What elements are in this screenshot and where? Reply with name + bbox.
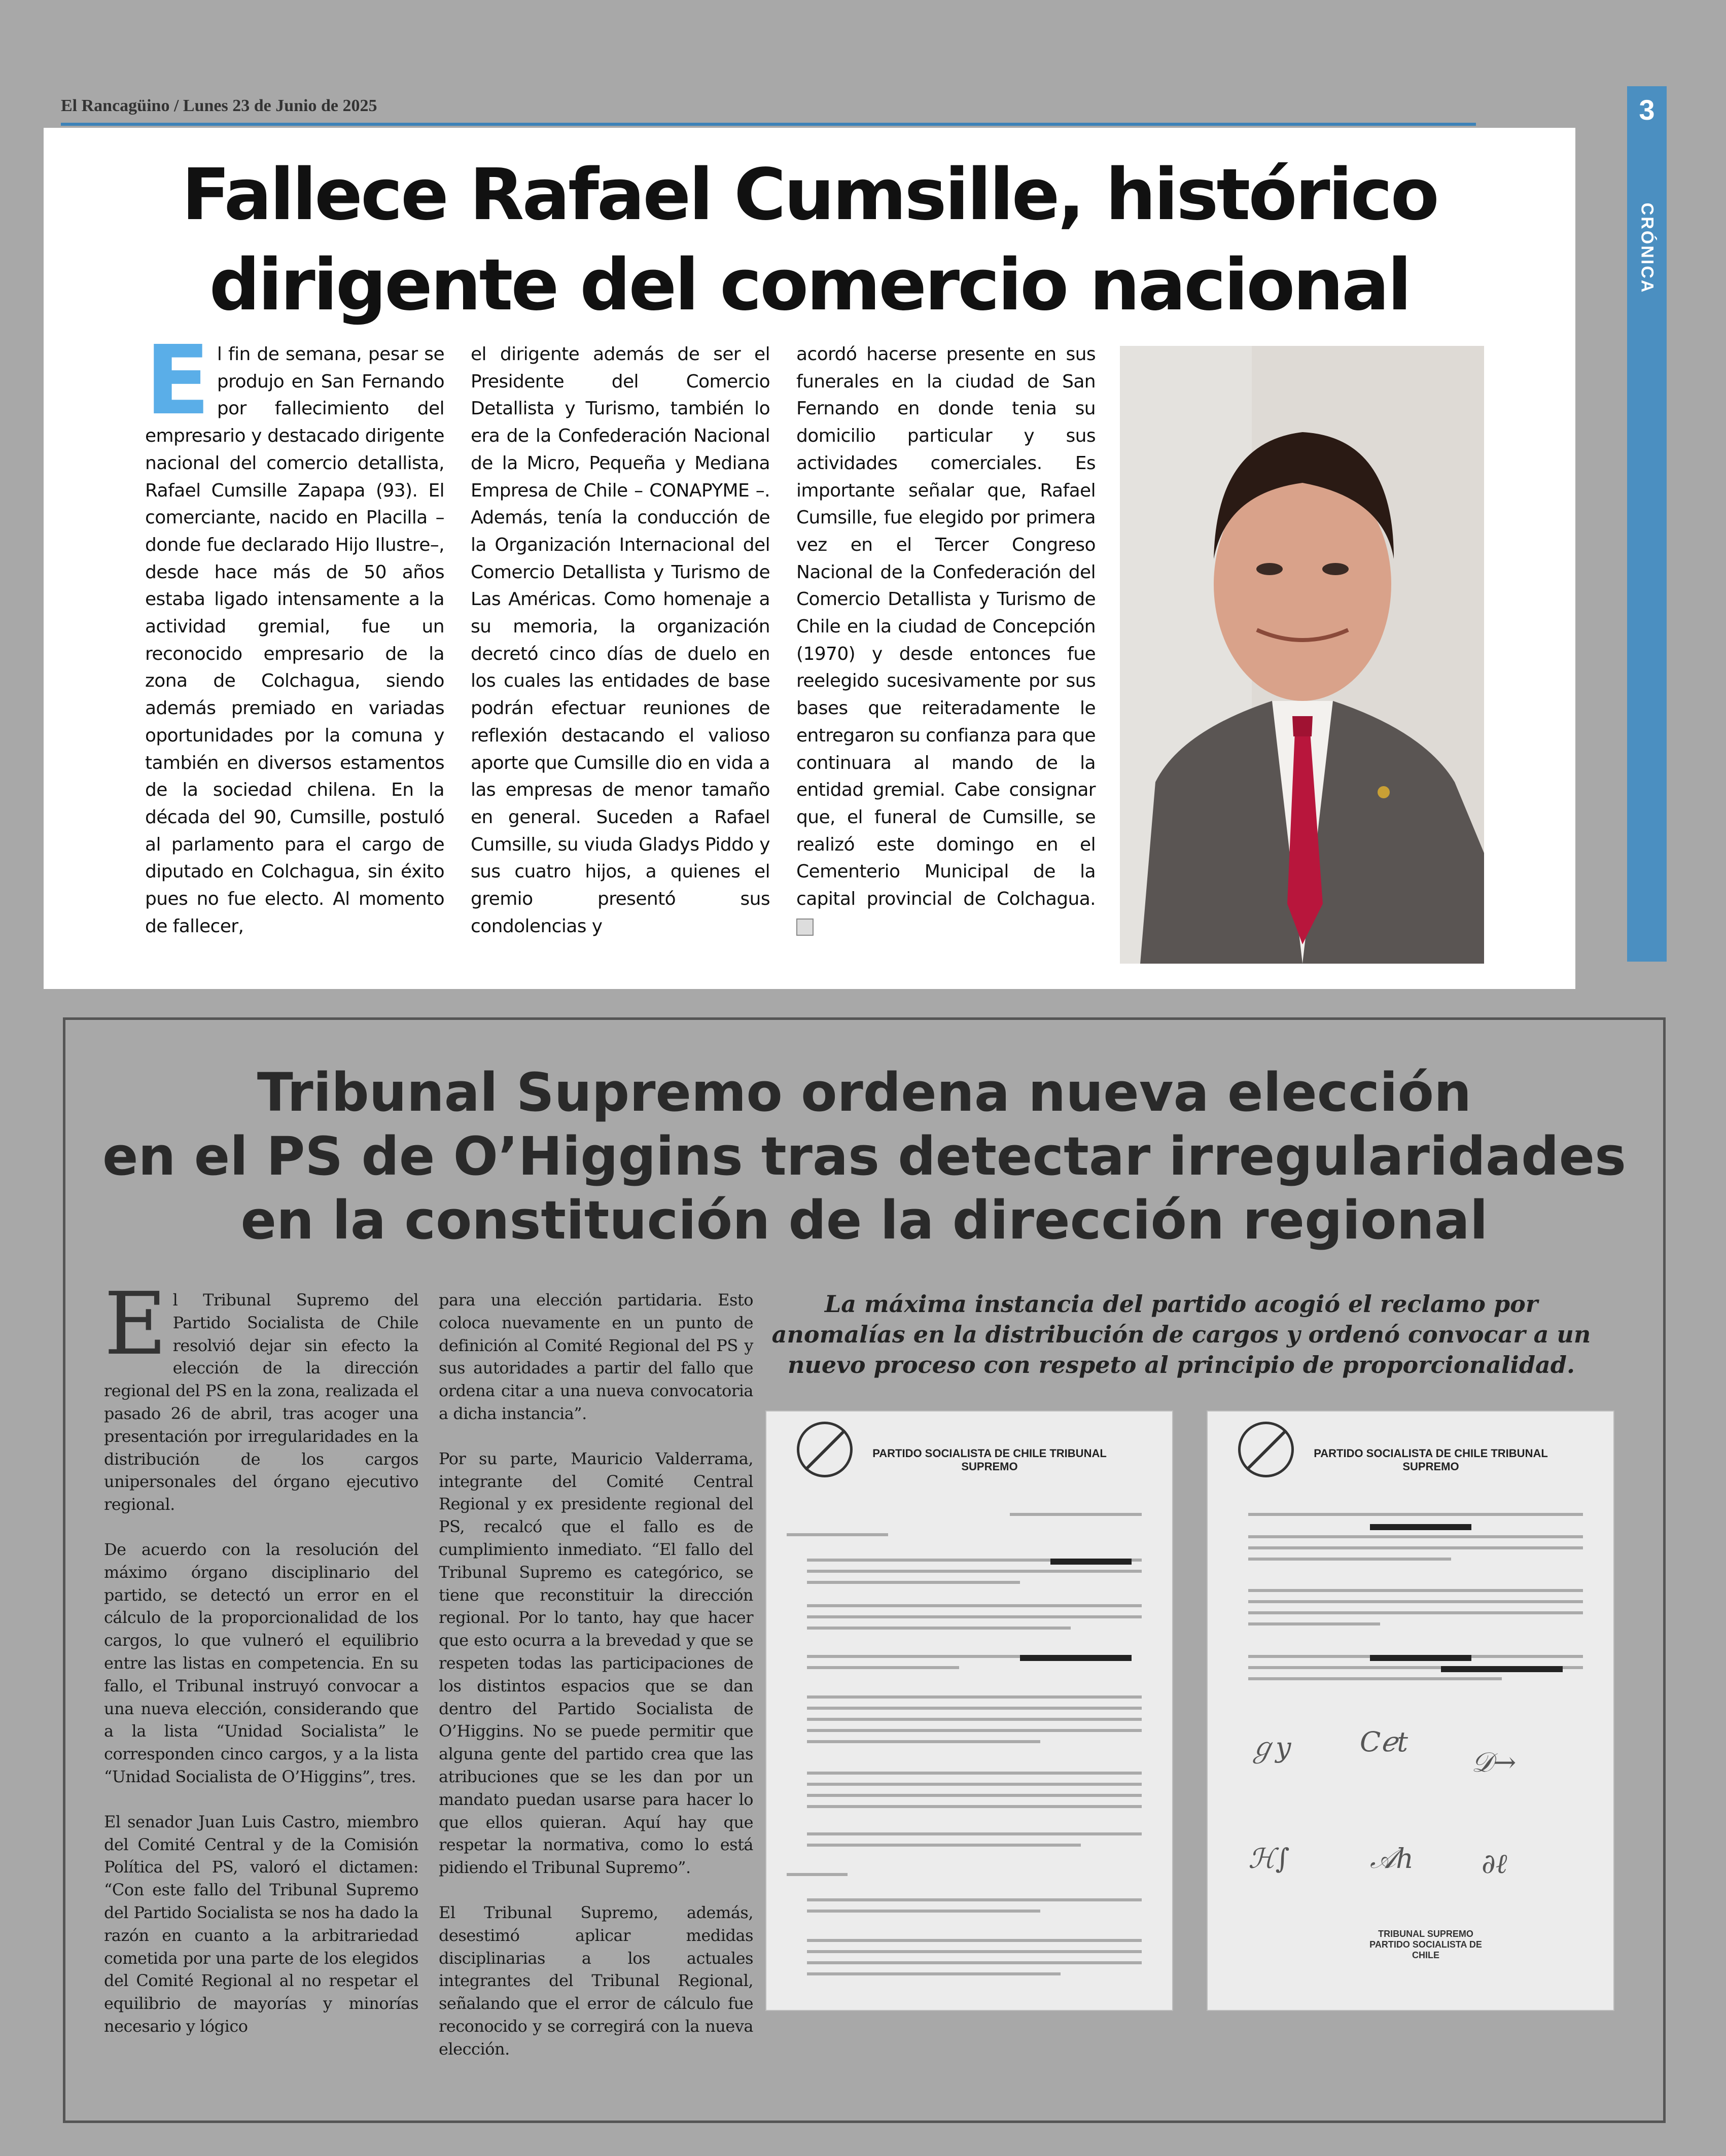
article-ps-column-2	[439, 1289, 753, 2083]
article-cumsille-headline	[44, 150, 1575, 331]
article-cumsille-column-2	[471, 341, 770, 940]
paragraph: El Tribunal Supremo, además, desestimó aplicar medidas disciplinarias a los actuales integrantes del Tribunal Regional, señalando que el error de cálculo fue reconocido y se corregirá con la nueva elección.	[439, 1902, 753, 2059]
signature: ℋ∫	[1248, 1843, 1290, 1875]
document-header: PARTIDO SOCIALISTA DE CHILE TRIBUNAL SUPREMO	[872, 1447, 1107, 1473]
masthead	[61, 96, 1476, 127]
paragraph: l Tribunal Supremo del Partido Socialista de Chile resolvió dejar sin efecto la elección de la dirección regional del PS en la zona, realizada el pasado 26 de abril, tras acoger una presentación por irregularidades en la distribución de los cargos unipersonales del órgano ejecutivo regional.	[104, 1290, 418, 1514]
column-text: el dirigente además de ser el Presidente del Comercio Detallista y Turismo, también lo era de la Confederación Nacional de la Micro, Pequeña y Mediana Empresa de Chile – CONAPYME –. Además, tenía la conducción de la Organización Internacional del Comercio Detallista y Turismo de Las Américas. Como homenaje a su memoria, la organización decretó cinco días de duelo en los cuales las entidades de base podrán efectuar reuniones de reflexión destacando el valioso aporte que Cumsille dio en vida a las empresas de menor tamaño en general. Suceden a Rafael Cumsille, su viuda Gladys Piddo y sus cuatro hijos, a quienes el gremio presentó sus condolencias y	[471, 344, 770, 937]
column-text: acordó hacerse presente en sus funerales en la ciudad de San Fernando en donde tenia su domicilio particular y sus actividades comerciales. Es importante señalar que, Rafael Cumsille, fue elegido por primera vez en el Tercer Congreso Nacional de la Confederación del Comercio Detallista y Turismo de Chile en la ciudad de Concepción (1970) y desde entonces fue reelegido sucesivamente por sus bases que reiteradamente le entregaron su confianza para que continuara al mando de la entidad gremial. Cabe consignar que, el funeral de Cumsille, se realizó este domingo en el Cementerio Municipal de la capital provincial de Colchagua.	[796, 341, 1096, 940]
ps-logo-icon	[797, 1422, 853, 1477]
paragraph: De acuerdo con la resolución del máximo órgano disciplinario del partido, se detectó un error en el cálculo de la proporcionalidad de los cargos, lo que vulneró el equilibrio entre las listas en competencia. En su fallo, el Tribunal instruyó convocar a una nueva elección, considerando que a la lista “Unidad Socialista” le corresponden cinco cargos, y a la lista “Unidad Socialista de O’Higgins”, tres.	[104, 1539, 418, 1786]
article-cumsille	[44, 128, 1575, 989]
section-label: CRÓNICA	[1637, 202, 1657, 294]
page-number: 3	[1639, 94, 1655, 126]
document-footer-stamp: TRIBUNAL SUPREMO PARTIDO SOCIALISTA DE CHILE	[1369, 1929, 1482, 1960]
headline-line-1: Tribunal Supremo ordena nueva elección	[257, 1062, 1472, 1123]
resolution-document-page-1	[765, 1410, 1173, 2011]
article-ps-subhead: La máxima instancia del partido acogió el reclamo por anomalías en la distribución de cargos y ordenó convocar a un nuevo proceso con respeto al principio de proporcionalidad.	[771, 1290, 1591, 1379]
article-ps-headline	[65, 1061, 1663, 1252]
column-text: l fin de semana, pesar se produjo en San Fernando por fallecimiento del empresario y destacado dirigente nacional del comercio detallista, Rafael Cumsille Zapapa (93). El comerciante, nacido en Placilla –donde fue declarado Hijo Ilustre–, desde hace más de 50 años estaba ligado intensamente a la actividad gremial, fue un reconocido empresario de la zona de Colchagua, siendo además premiado en variadas oportunidades por la comuna y también en diversos estamentos de la sociedad chilena. En la década del 90, Cumsille, postuló al parlamento para el cargo de diputado en Colchagua, sin éxito pues no fue electo. Al momento de fallecer,	[145, 344, 444, 937]
signature: ℊy	[1248, 1731, 1291, 1763]
headline-line-3: en la constitución de la dirección regional	[240, 1189, 1488, 1251]
paragraph: Por su parte, Mauricio Valderrama, integrante del Comité Central Regional y ex presidente regional del PS, recalcó que el fallo es de cumplimiento inmediato. “El fallo del Tribunal Supremo es categórico, se tiene que reconstituir la dirección regional. Por lo tanto, hay que hacer que esto ocurra a la brevedad y que se respeten todas las participaciones de los distintos espacios que se dan dentro del Partido Socialista de O’Higgins. No se puede permitir que alguna gente del partido crea que las atribuciones que se les dan por un mandato puedan usarse para hacer lo que ellos quieran. Aquí hay que respetar la normativa, como lo está pidiendo el Tribunal Supremo”.	[439, 1448, 753, 1878]
drop-cap: E	[104, 1274, 167, 1374]
resolution-document-page-2	[1207, 1410, 1614, 2011]
headline-line-1: Fallece Rafael Cumsille, histórico	[182, 154, 1437, 236]
portrait-illustration	[1120, 346, 1484, 964]
page-tab	[1627, 86, 1667, 962]
paragraph: para una elección partidaria. Esto coloca nuevamente en un punto de definición al Comité Regional del PS y sus autoridades a partir del fallo que ordena citar a una nueva convocatoria a dicha instancia”.	[439, 1290, 753, 1423]
signature: ∂ℓ	[1482, 1848, 1507, 1880]
drop-cap: E	[145, 325, 210, 436]
masthead-text: El Rancagüino / Lunes 23 de Junio de 2025	[61, 96, 377, 115]
article-ps-column-1	[104, 1274, 418, 2060]
ps-logo-icon	[1238, 1422, 1294, 1477]
signature: 𝒜ℎ	[1370, 1843, 1414, 1875]
portrait-photo	[1120, 346, 1484, 964]
headline-line-2: dirigente del comercio nacional	[209, 244, 1410, 327]
headline-line-2: en el PS de O’Higgins tras detectar irregularidades	[102, 1125, 1627, 1187]
article-cumsille-column-1	[145, 325, 444, 940]
signature: 𝒟→	[1471, 1746, 1517, 1778]
document-header: PARTIDO SOCIALISTA DE CHILE TRIBUNAL SUPREMO	[1314, 1447, 1548, 1473]
end-mark-icon	[796, 918, 814, 936]
paragraph: El senador Juan Luis Castro, miembro del Comité Central y de la Comisión Política del PS, valoró el dictamen: “Con este fallo del Tribunal Supremo del Partido Socialista se nos ha dado la razón en cuanto a la arbitrariedad cometida por una parte de los elegidos del Comité Regional al no respetar el equilibrio de mayorías y minorías necesario y lógico	[104, 1812, 418, 2036]
article-ps-ohiggins	[63, 1017, 1666, 2123]
masthead-rule	[61, 123, 1476, 126]
signature: Cℯt	[1360, 1726, 1408, 1758]
article-cumsille-column-3	[796, 341, 1096, 940]
